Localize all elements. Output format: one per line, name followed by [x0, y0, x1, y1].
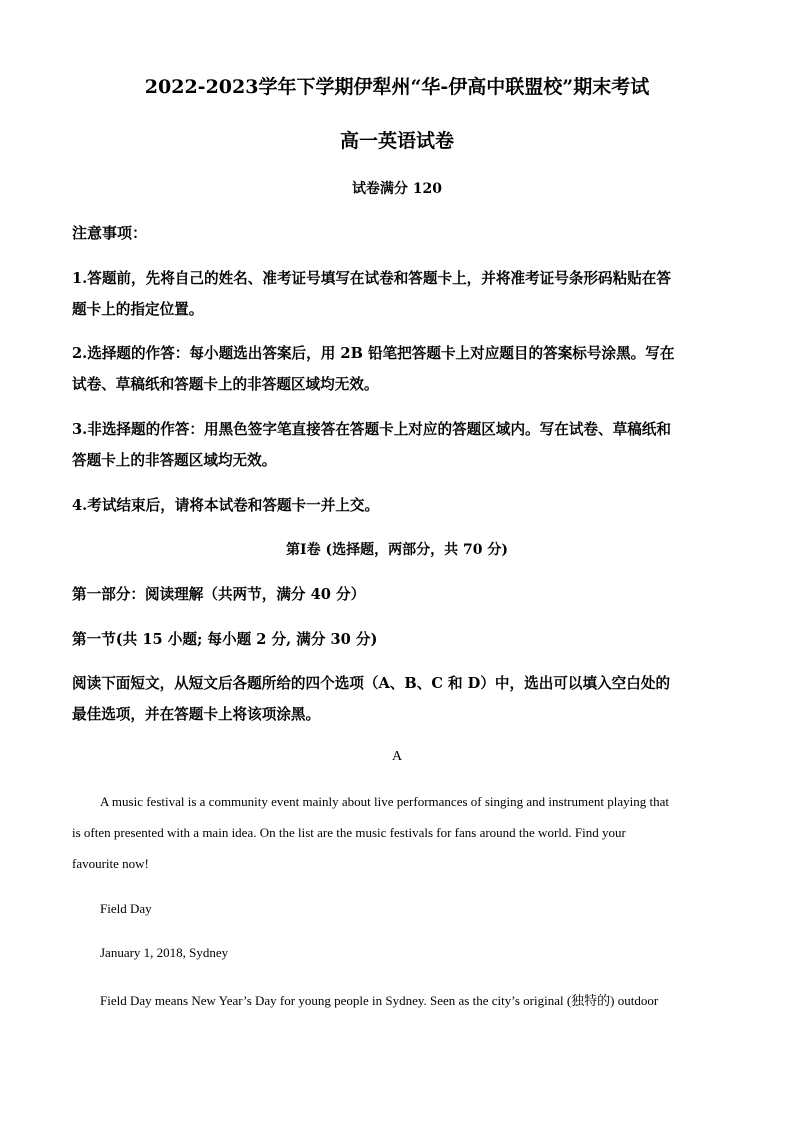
instruction-line-1: 阅读下面短文，从短文后各题所给的四个选项（A、B、C 和 D）中，选出可以填入空白处的 [72, 675, 671, 692]
event-name: Field Day [100, 901, 152, 916]
exam-title: 2022-2023学年下学期伊犁州“华-伊高中联盟校”期末考试 [144, 76, 650, 98]
note-2-line-1: 2.选择题的作答：每小题选出答案后，用 2B 铅笔把答题卡上对应题目的答案标号涂黑。写在 [72, 345, 675, 362]
note-2-line-2: 试卷、草稿纸和答题卡上的非答题区域均无效。 [72, 376, 379, 393]
full-score: 试卷满分 120 [351, 181, 443, 197]
notes-heading: 注意事项： [72, 224, 148, 242]
passage-intro-line-3: favourite now! [72, 856, 149, 871]
note-4-line-1: 4.考试结束后，请将本试卷和答题卡一并上交。 [72, 497, 380, 514]
part-one-heading: 第一部分：阅读理解（共两节，满分 40 分） [72, 586, 366, 603]
note-1-line-1: 1.答题前，先将自己的姓名、准考证号填写在试卷和答题卡上，并将准考证号条形码粘贴在答 [72, 270, 671, 287]
passage-letter: A [391, 749, 403, 764]
note-3-line-2: 答题卡上的非答题区域均无效。 [72, 452, 277, 469]
passage-intro-line-2: is often presented with a main idea. On the list are the music festivals for fans around the world. Find your [72, 825, 626, 840]
exam-subtitle: 高一英语试卷 [339, 130, 454, 152]
note-1-line-2: 题卡上的指定位置。 [72, 301, 204, 318]
passage-intro-line-1: A music festival is a community event mainly about live performances of singing and instrument playing that [100, 794, 669, 809]
event-description: Field Day means New Year’s Day for young people in Sydney. Seen as the city’s original (独特的) outdoor [100, 993, 659, 1008]
section-one-heading: 第一节(共 15 小题; 每小题 2 分, 满分 30 分) [72, 631, 378, 648]
event-date: January 1, 2018, Sydney [100, 945, 229, 960]
note-3-line-1: 3.非选择题的作答：用黑色签字笔直接答在答题卡上对应的答题区域内。写在试卷、草稿纸和 [72, 421, 671, 438]
volume-title: 第Ⅰ卷 (选择题，两部分，共 70 分) [286, 542, 508, 558]
instruction-line-2: 最佳选项，并在答题卡上将该项涂黑。 [72, 706, 321, 723]
